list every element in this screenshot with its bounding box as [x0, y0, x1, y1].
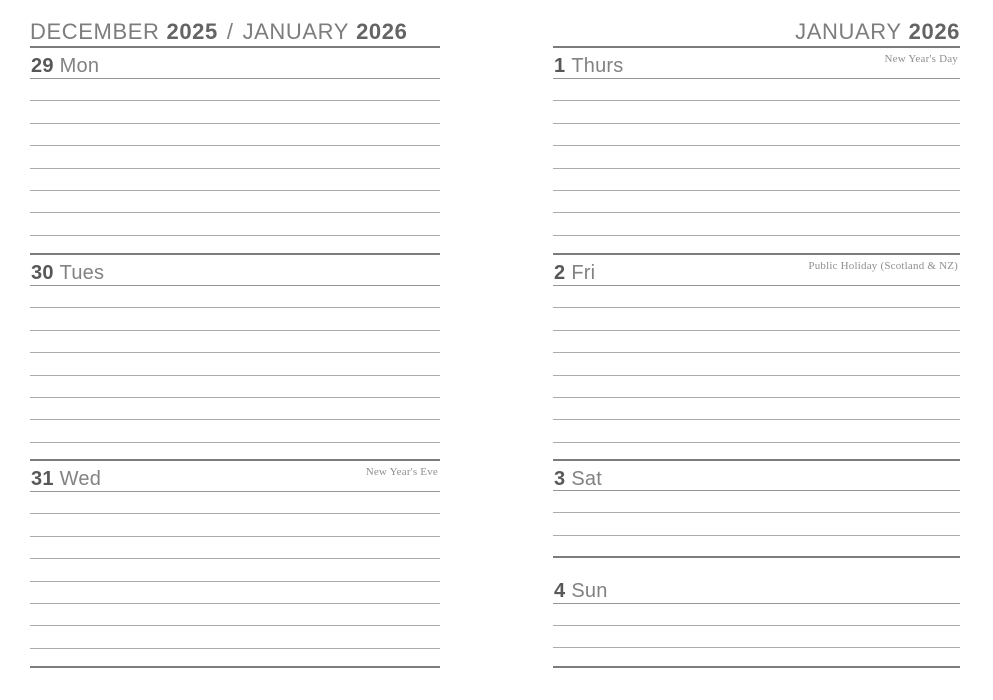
ruled-line — [30, 168, 440, 169]
day-name: Sun — [571, 580, 608, 602]
ruled-line — [30, 603, 440, 604]
ruled-line — [30, 581, 440, 582]
ruled-line — [553, 647, 960, 648]
left-page-title — [30, 19, 407, 44]
ruled-line — [553, 285, 960, 286]
ruled-line — [30, 397, 440, 398]
title-month-1: DECEMBER — [30, 19, 160, 44]
ruled-line — [30, 625, 440, 626]
ruled-line — [553, 442, 960, 443]
day-number: 29 — [31, 55, 54, 77]
day-name: Sat — [571, 468, 602, 490]
ruled-line — [30, 235, 440, 236]
ruled-line — [30, 212, 440, 213]
day-number: 1 — [554, 55, 566, 77]
title-year: 2026 — [908, 19, 960, 44]
ruled-line — [30, 648, 440, 649]
ruled-line — [553, 168, 960, 169]
ruled-line — [30, 190, 440, 191]
day-label — [31, 55, 99, 78]
ruled-line — [553, 307, 960, 308]
ruled-line — [30, 375, 440, 376]
day-name: Thurs — [571, 55, 624, 77]
ruled-line — [553, 625, 960, 626]
day-section-sat-3 — [553, 459, 960, 558]
ruled-line — [30, 307, 440, 308]
holiday-note: New Year's Eve — [365, 466, 438, 478]
ruled-line — [553, 78, 960, 79]
ruled-line — [30, 419, 440, 420]
ruled-line — [553, 212, 960, 213]
ruled-line — [553, 100, 960, 101]
day-section-wed-31 — [30, 459, 440, 670]
day-name: Fri — [571, 262, 596, 284]
ruled-line — [553, 512, 960, 513]
ruled-line — [30, 513, 440, 514]
right-page — [553, 20, 960, 668]
ruled-line — [553, 375, 960, 376]
ruled-line — [30, 78, 440, 79]
ruled-line — [30, 145, 440, 146]
title-year-2: 2026 — [356, 19, 408, 44]
ruled-line — [30, 536, 440, 537]
day-label — [31, 262, 104, 285]
day-number: 30 — [31, 262, 54, 284]
day-section-tues-30 — [30, 253, 440, 461]
ruled-line — [553, 603, 960, 604]
holiday-note: New Year's Day — [884, 53, 958, 65]
day-name: Mon — [59, 55, 100, 77]
ruled-line — [30, 330, 440, 331]
right-page-title — [795, 19, 960, 44]
holiday-note: Public Holiday (Scotland & NZ) — [808, 260, 958, 272]
ruled-line — [30, 442, 440, 443]
day-label — [554, 468, 602, 491]
ruled-line — [553, 235, 960, 236]
day-number: 31 — [31, 468, 54, 490]
ruled-line — [30, 352, 440, 353]
ruled-line — [30, 558, 440, 559]
page-bottom-line — [553, 666, 960, 668]
ruled-line — [553, 535, 960, 536]
day-label — [554, 580, 608, 603]
day-number: 3 — [554, 468, 566, 490]
ruled-line — [553, 397, 960, 398]
ruled-line — [30, 100, 440, 101]
ruled-line — [553, 352, 960, 353]
day-name: Tues — [59, 262, 105, 284]
ruled-line — [553, 190, 960, 191]
left-page-header — [30, 20, 440, 46]
right-page-header — [553, 20, 960, 46]
day-section-thurs-1 — [553, 46, 960, 255]
ruled-line — [553, 123, 960, 124]
day-label — [554, 55, 623, 78]
title-month: JANUARY — [795, 19, 902, 44]
left-page — [30, 20, 440, 668]
day-section-mon-29 — [30, 46, 440, 255]
day-number: 2 — [554, 262, 566, 284]
title-year-1: 2025 — [166, 19, 218, 44]
ruled-line — [553, 145, 960, 146]
title-month-2: JANUARY — [242, 19, 350, 44]
day-label — [31, 468, 101, 491]
day-number: 4 — [554, 580, 566, 602]
ruled-line — [30, 285, 440, 286]
day-section-sun-4 — [553, 556, 960, 670]
day-name: Wed — [59, 468, 102, 490]
ruled-line — [30, 491, 440, 492]
ruled-line — [30, 123, 440, 124]
ruled-line — [553, 419, 960, 420]
page-bottom-line — [30, 666, 440, 668]
day-section-fri-2 — [553, 253, 960, 461]
title-separator: / — [226, 19, 234, 44]
day-label — [554, 262, 595, 285]
ruled-line — [553, 330, 960, 331]
ruled-line — [553, 490, 960, 491]
